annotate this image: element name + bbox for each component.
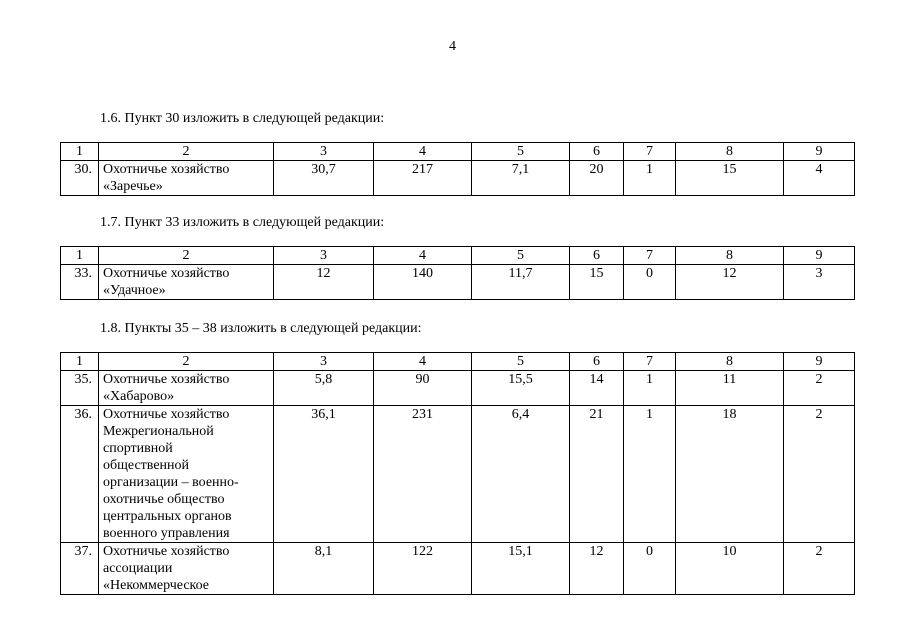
item-number-cell: 33. [61, 265, 99, 300]
value-cell: 140 [374, 265, 472, 300]
hunting-ground-name-cell [99, 371, 274, 406]
hunting-ground-name-cell [99, 406, 274, 543]
name-line: спортивной [103, 441, 173, 456]
name-line: ассоциации [103, 561, 173, 576]
column-number-cell: 9 [784, 353, 855, 371]
value-cell: 8,1 [274, 543, 374, 595]
hunting-ground-name-cell [99, 161, 274, 196]
value-cell: 4 [784, 161, 855, 196]
value-cell: 3 [784, 265, 855, 300]
value-cell: 12 [676, 265, 784, 300]
column-number-cell: 1 [61, 247, 99, 265]
value-cell: 20 [570, 161, 624, 196]
value-cell: 1 [624, 161, 676, 196]
section-heading-1-7: 1.7. Пункт 33 изложить в следующей редакции: [100, 215, 385, 230]
name-line: «Хабарово» [103, 389, 175, 404]
value-cell: 21 [570, 406, 624, 543]
page-number: 4 [449, 39, 456, 54]
name-line: Охотничье хозяйство [103, 544, 230, 559]
value-cell: 36,1 [274, 406, 374, 543]
value-cell: 18 [676, 406, 784, 543]
value-cell: 122 [374, 543, 472, 595]
column-number-cell: 4 [374, 353, 472, 371]
value-cell: 90 [374, 371, 472, 406]
name-line: общественной [103, 458, 190, 473]
value-cell: 217 [374, 161, 472, 196]
section-heading-1-8: 1.8. Пункты 35 – 38 изложить в следующей редакции: [100, 321, 422, 336]
hunting-ground-name-cell [99, 543, 274, 595]
column-number-cell: 4 [374, 247, 472, 265]
name-line: охотничье общество [103, 492, 225, 507]
name-line: Охотничье хозяйство [103, 162, 230, 177]
value-cell: 6,4 [472, 406, 570, 543]
table-header-row [61, 247, 855, 265]
column-number-cell: 7 [624, 143, 676, 161]
name-line: Охотничье хозяйство [103, 266, 230, 281]
name-line: организации – военно- [103, 475, 239, 490]
table-row [61, 161, 855, 196]
value-cell: 0 [624, 265, 676, 300]
column-number-cell: 6 [570, 247, 624, 265]
value-cell: 12 [570, 543, 624, 595]
column-number-cell: 1 [61, 143, 99, 161]
value-cell: 7,1 [472, 161, 570, 196]
value-cell: 15,5 [472, 371, 570, 406]
column-number-cell: 8 [676, 143, 784, 161]
value-cell: 0 [624, 543, 676, 595]
column-number-cell: 5 [472, 353, 570, 371]
column-number-cell: 3 [274, 247, 374, 265]
name-line: Межрегиональной [103, 424, 214, 439]
column-number-cell: 7 [624, 247, 676, 265]
name-line: центральных органов [103, 509, 232, 524]
name-line: Охотничье хозяйство [103, 372, 230, 387]
hunting-ground-name-cell [99, 265, 274, 300]
section-heading-1-6: 1.6. Пункт 30 изложить в следующей редакции: [100, 111, 385, 126]
column-number-cell: 3 [274, 353, 374, 371]
column-number-cell: 5 [472, 247, 570, 265]
name-line: военного управления [103, 526, 230, 541]
table-row [61, 265, 855, 300]
table-body [61, 353, 855, 595]
name-line: «Некоммерческое [103, 578, 210, 593]
column-number-cell: 2 [99, 353, 274, 371]
table-row [61, 371, 855, 406]
item-number-cell: 35. [61, 371, 99, 406]
value-cell: 2 [784, 371, 855, 406]
table-body [61, 247, 855, 300]
value-cell: 10 [676, 543, 784, 595]
table-header-row [61, 143, 855, 161]
table-body [61, 143, 855, 196]
value-cell: 2 [784, 406, 855, 543]
table-row [61, 406, 855, 543]
item-number-cell: 30. [61, 161, 99, 196]
column-number-cell: 7 [624, 353, 676, 371]
value-cell: 15,1 [472, 543, 570, 595]
value-cell: 1 [624, 371, 676, 406]
item-number-cell: 36. [61, 406, 99, 543]
column-number-cell: 3 [274, 143, 374, 161]
column-number-cell: 8 [676, 247, 784, 265]
column-number-cell: 6 [570, 353, 624, 371]
column-number-cell: 2 [99, 143, 274, 161]
value-cell: 15 [570, 265, 624, 300]
table-items-35-38 [60, 352, 855, 595]
value-cell: 11,7 [472, 265, 570, 300]
name-line: Охотничье хозяйство [103, 407, 230, 422]
value-cell: 14 [570, 371, 624, 406]
column-number-cell: 2 [99, 247, 274, 265]
value-cell: 15 [676, 161, 784, 196]
value-cell: 11 [676, 371, 784, 406]
name-line: «Удачное» [103, 283, 166, 298]
column-number-cell: 5 [472, 143, 570, 161]
column-number-cell: 9 [784, 247, 855, 265]
value-cell: 1 [624, 406, 676, 543]
table-header-row [61, 353, 855, 371]
column-number-cell: 1 [61, 353, 99, 371]
value-cell: 2 [784, 543, 855, 595]
column-number-cell: 6 [570, 143, 624, 161]
value-cell: 231 [374, 406, 472, 543]
column-number-cell: 4 [374, 143, 472, 161]
table-item-33 [60, 246, 855, 300]
value-cell: 5,8 [274, 371, 374, 406]
table-row [61, 543, 855, 595]
name-line: «Заречье» [103, 179, 163, 194]
column-number-cell: 9 [784, 143, 855, 161]
value-cell: 30,7 [274, 161, 374, 196]
column-number-cell: 8 [676, 353, 784, 371]
table-item-30 [60, 142, 855, 196]
value-cell: 12 [274, 265, 374, 300]
item-number-cell: 37. [61, 543, 99, 595]
